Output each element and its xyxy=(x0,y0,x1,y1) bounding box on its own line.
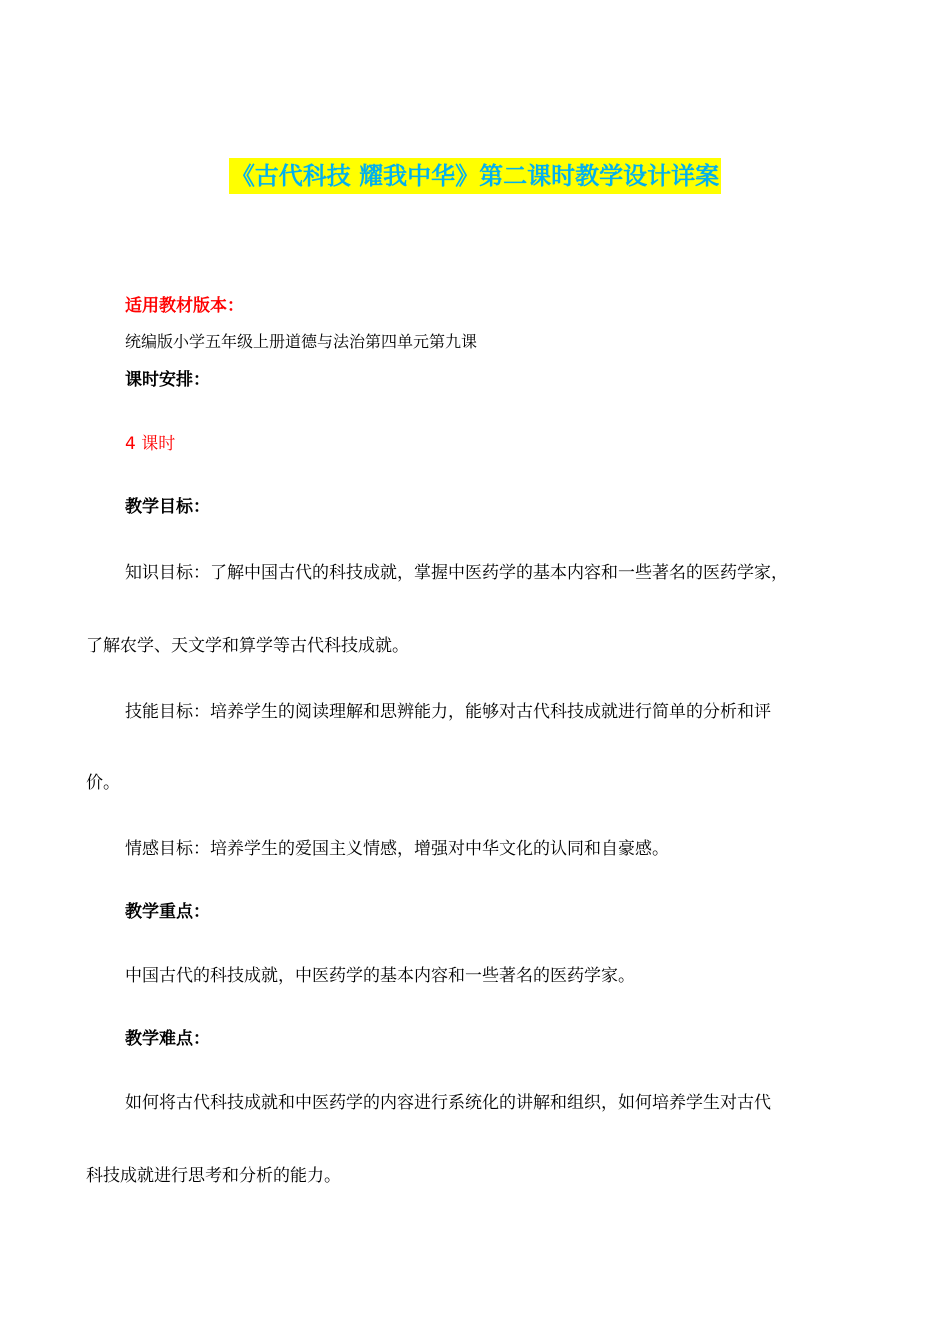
skill-objective-line-2: 价。 xyxy=(86,773,120,793)
difficulty-line-2: 科技成就进行思考和分析的能力。 xyxy=(86,1166,341,1186)
emotion-objective-line: 情感目标：培养学生的爱国主义情感，增强对中华文化的认同和自豪感。 xyxy=(125,839,669,859)
schedule-value: 4 课时 xyxy=(125,434,176,454)
key-points-value: 中国古代的科技成就，中医药学的基本内容和一些著名的医药学家。 xyxy=(125,966,635,986)
objectives-heading: 教学目标： xyxy=(125,497,210,517)
knowledge-objective-line-2: 了解农学、天文学和算学等古代科技成就。 xyxy=(86,636,409,656)
textbook-heading: 适用教材版本： xyxy=(125,296,244,316)
key-points-heading: 教学重点： xyxy=(125,902,210,922)
document-title: 《古代科技 耀我中华》第二课时教学设计详案 xyxy=(229,158,721,194)
difficulty-heading: 教学难点： xyxy=(125,1029,210,1049)
title-container xyxy=(0,158,950,194)
knowledge-objective-line-1: 知识目标：了解中国古代的科技成就，掌握中医药学的基本内容和一些著名的医药学家， xyxy=(125,563,788,583)
skill-objective-line-1: 技能目标：培养学生的阅读理解和思辨能力，能够对古代科技成就进行简单的分析和评 xyxy=(125,702,771,722)
schedule-heading: 课时安排： xyxy=(125,370,210,390)
difficulty-line-1: 如何将古代科技成就和中医药学的内容进行系统化的讲解和组织，如何培养学生对古代 xyxy=(125,1093,771,1113)
textbook-value: 统编版小学五年级上册道德与法治第四单元第九课 xyxy=(125,332,478,351)
